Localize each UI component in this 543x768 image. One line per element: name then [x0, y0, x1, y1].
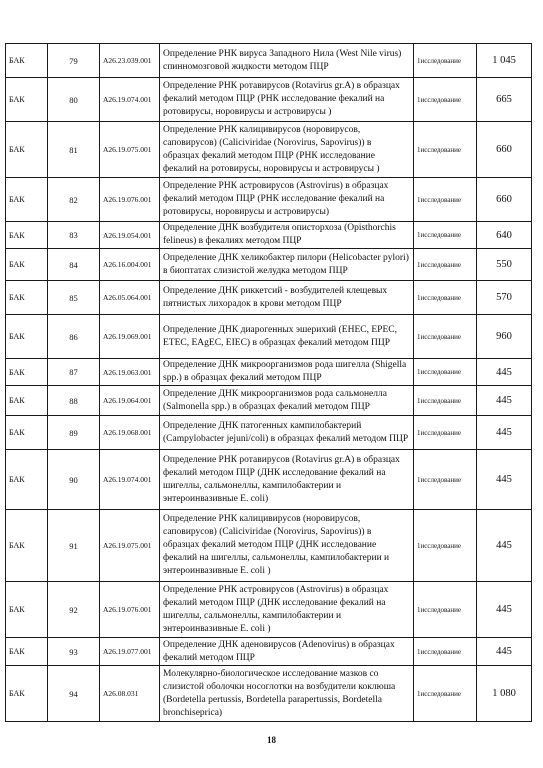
table-row	[6, 450, 532, 510]
row-service-code-cell: А26.08.031	[100, 666, 160, 722]
row-department-cell: БАК	[6, 281, 48, 315]
row-service-name-cell: Определение РНК ротавирусов (Rotavirus gr.A) в образцах фекалий методом ПЦР (РНК исследование фекалий на ротовирусы, норовирусы и астровирусы )	[160, 78, 414, 122]
row-unit-cell: 1исследование	[414, 510, 477, 582]
row-service-code-cell: А26.05.064.001	[100, 281, 160, 315]
row-price-cell: 445	[477, 386, 532, 416]
row-service-name-cell: Определение ДНК микроорганизмов рода шигелла (Shigella spp.) в образцах фекалий методом ПЦР	[160, 359, 414, 386]
row-unit-cell: 1исследование	[414, 315, 477, 359]
row-department-cell: БАК	[6, 315, 48, 359]
row-price-cell: 445	[477, 638, 532, 666]
table-row	[6, 510, 532, 582]
row-service-code-cell: А26.23.039.001	[100, 44, 160, 78]
row-service-name-cell: Определение РНК вируса Западного Нила (West Nile virus) спинномозговой жидкости методом ПЦР	[160, 44, 414, 78]
row-number-cell: 90	[48, 450, 100, 510]
row-department-cell: БАК	[6, 44, 48, 78]
row-service-name-cell: Определение РНК астровирусов (Astrovirus) в образцах фекалий методом ПЦР (РНК исследование фекалий на ротовирусы, норовирусы и астровирусы)	[160, 178, 414, 222]
row-unit-cell: 1исследование	[414, 78, 477, 122]
row-service-code-cell: А26.19.075.001	[100, 122, 160, 178]
row-unit-cell: 1исследование	[414, 386, 477, 416]
row-service-name-cell: Определение РНК калицивирусов (норовирусов, саповирусов) (Caliciviridae (Norovirus, Sapovirus)) в образцах фекалий методом ПЦР (РНК исследование фекалий на ротовирусы, норовирусы и астровирусы )	[160, 122, 414, 178]
row-price-cell: 570	[477, 281, 532, 315]
row-price-cell: 960	[477, 315, 532, 359]
row-service-code-cell: А26.19.075.001	[100, 510, 160, 582]
row-price-cell: 1 045	[477, 44, 532, 78]
row-department-cell: БАК	[6, 359, 48, 386]
row-department-cell: БАК	[6, 78, 48, 122]
row-number-cell: 94	[48, 666, 100, 722]
table-row	[6, 178, 532, 222]
row-service-name-cell: Определение РНК астровирусов (Astrovirus) в образцах фекалий методом ПЦР (ДНК исследование фекалий на шигеллы, сальмонеллы, кампилобактерии и энтероинвазивные E. coli )	[160, 582, 414, 638]
row-service-name-cell: Определение РНК калицивирусов (норовирусов, саповирусов) (Caliciviridae (Norovirus, Sapovirus)) в образцах фекалий методом ПЦР (ДНК исследование фекалий на шигеллы, сальмонеллы, кампилобактерии и энтероинвазивные E. coli )	[160, 510, 414, 582]
row-service-name-cell: Молекулярно-биологическое исследование мазков со слизистой оболочки носоглотки на возбудители коклюша (Bordetella pertussis, Bordetella parapertussis, Bordetella bronchiseprica)	[160, 666, 414, 722]
row-service-name-cell: Определение ДНК риккетсий - возбудителей клещевых пятнистых лихорадок в крови методом ПЦР	[160, 281, 414, 315]
row-number-cell: 82	[48, 178, 100, 222]
price-table-body	[6, 44, 532, 722]
row-service-name-cell: Определение ДНК микроорганизмов рода сальмонелла (Salmonella spp.) в образцах фекалий методом ПЦР	[160, 386, 414, 416]
table-row	[6, 249, 532, 281]
table-row	[6, 78, 532, 122]
row-department-cell: БАК	[6, 222, 48, 249]
row-number-cell: 93	[48, 638, 100, 666]
row-unit-cell: 1исследование	[414, 178, 477, 222]
row-number-cell: 91	[48, 510, 100, 582]
row-service-name-cell: Определение ДНК возбудителя описторхоза (Opisthorchis felineus) в фекалиях методом ПЦР	[160, 222, 414, 249]
row-price-cell: 445	[477, 450, 532, 510]
row-department-cell: БАК	[6, 666, 48, 722]
row-price-cell: 445	[477, 416, 532, 450]
row-department-cell: БАК	[6, 510, 48, 582]
row-department-cell: БАК	[6, 638, 48, 666]
row-number-cell: 89	[48, 416, 100, 450]
row-unit-cell: 1исследование	[414, 222, 477, 249]
row-service-code-cell: А26.19.064.001	[100, 386, 160, 416]
row-unit-cell: 1исследование	[414, 44, 477, 78]
row-service-code-cell: А26.19.077.001	[100, 638, 160, 666]
row-number-cell: 85	[48, 281, 100, 315]
table-row	[6, 416, 532, 450]
row-department-cell: БАК	[6, 416, 48, 450]
row-number-cell: 87	[48, 359, 100, 386]
row-service-code-cell: А26.19.076.001	[100, 178, 160, 222]
row-service-name-cell: Определение ДНК хеликобактер пилори (Helicobacter pylori) в биоптатах слизистой желудка методом ПЦР	[160, 249, 414, 281]
table-row	[6, 582, 532, 638]
row-number-cell: 86	[48, 315, 100, 359]
row-number-cell: 79	[48, 44, 100, 78]
row-price-cell: 660	[477, 178, 532, 222]
table-row	[6, 44, 532, 78]
row-number-cell: 81	[48, 122, 100, 178]
row-price-cell: 445	[477, 359, 532, 386]
table-row	[6, 281, 532, 315]
row-number-cell: 83	[48, 222, 100, 249]
row-price-cell: 665	[477, 78, 532, 122]
row-unit-cell: 1исследование	[414, 281, 477, 315]
table-row	[6, 666, 532, 722]
table-row	[6, 315, 532, 359]
row-price-cell: 445	[477, 582, 532, 638]
row-service-name-cell: Определение РНК ротавирусов (Rotavirus gr.A) в образцах фекалий методом ПЦР (ДНК исследование фекалий на шигеллы, сальмонеллы, кампилобактерии и энтероинвазивные E. coli)	[160, 450, 414, 510]
row-department-cell: БАК	[6, 450, 48, 510]
row-price-cell: 640	[477, 222, 532, 249]
row-price-cell: 1 080	[477, 666, 532, 722]
row-price-cell: 445	[477, 510, 532, 582]
row-unit-cell: 1исследование	[414, 666, 477, 722]
row-number-cell: 80	[48, 78, 100, 122]
row-price-cell: 660	[477, 122, 532, 178]
row-unit-cell: 1исследование	[414, 638, 477, 666]
row-unit-cell: 1исследование	[414, 122, 477, 178]
row-number-cell: 88	[48, 386, 100, 416]
row-number-cell: 92	[48, 582, 100, 638]
row-service-code-cell: А26.19.054.001	[100, 222, 160, 249]
row-service-code-cell: А26.19.068.001	[100, 416, 160, 450]
row-unit-cell: 1исследование	[414, 450, 477, 510]
row-service-code-cell: А26.19.063.001	[100, 359, 160, 386]
row-service-name-cell: Определение ДНК диарогенных эшерихий (EHEC, EPEC, ETEC, EAgEC, EIEC) в образцах фекалий методом ПЦР	[160, 315, 414, 359]
row-unit-cell: 1исследование	[414, 359, 477, 386]
row-unit-cell: 1исследование	[414, 416, 477, 450]
row-department-cell: БАК	[6, 582, 48, 638]
table-row	[6, 359, 532, 386]
row-department-cell: БАК	[6, 386, 48, 416]
row-service-name-cell: Определение ДНК аденовирусов (Adenovirus) в образцах фекалий методом ПЦР	[160, 638, 414, 666]
table-row	[6, 386, 532, 416]
row-department-cell: БАК	[6, 249, 48, 281]
row-service-code-cell: А26.19.069.001	[100, 315, 160, 359]
row-department-cell: БАК	[6, 122, 48, 178]
row-service-name-cell: Определение ДНК патогенных кампилобактерий (Campylobacter jejuni/coli) в образцах фекалий методом ПЦР	[160, 416, 414, 450]
row-unit-cell: 1исследование	[414, 249, 477, 281]
row-unit-cell: 1исследование	[414, 582, 477, 638]
row-price-cell: 550	[477, 249, 532, 281]
row-department-cell: БАК	[6, 178, 48, 222]
row-service-code-cell: А26.16.004.001	[100, 249, 160, 281]
page-number: 18	[267, 735, 276, 745]
row-service-code-cell: А26.19.074.001	[100, 78, 160, 122]
row-service-code-cell: А26.19.074.001	[100, 450, 160, 510]
table-row	[6, 222, 532, 249]
row-number-cell: 84	[48, 249, 100, 281]
price-table	[5, 43, 532, 722]
table-row	[6, 122, 532, 178]
row-service-code-cell: А26.19.076.001	[100, 582, 160, 638]
table-row	[6, 638, 532, 666]
